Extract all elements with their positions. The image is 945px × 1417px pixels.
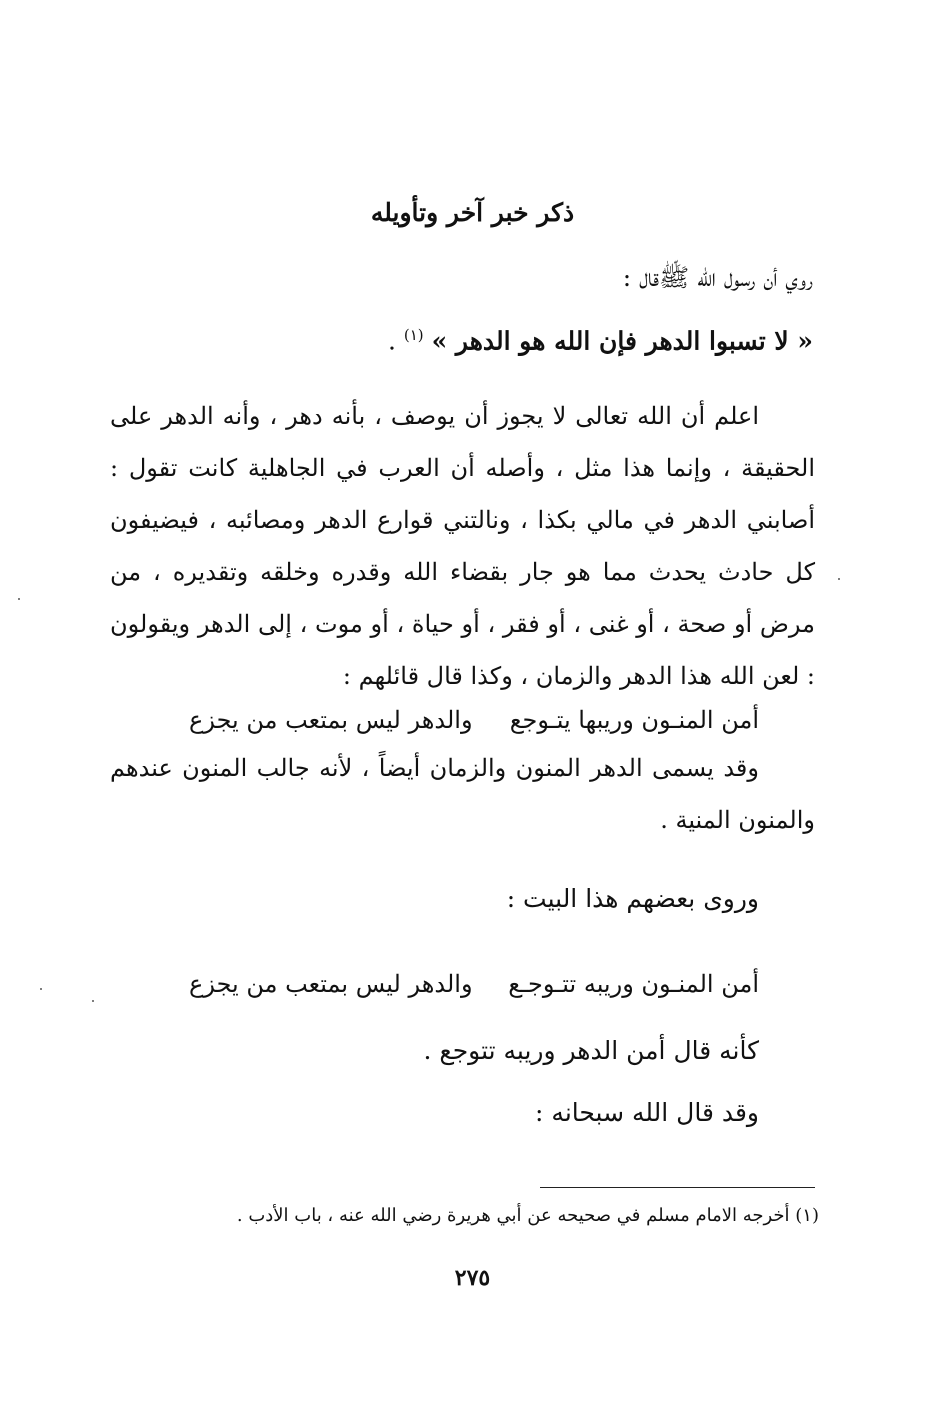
explanation-line: كأنه قال أمن الدهر وريبه تتوجع .	[423, 1036, 759, 1065]
scan-speck	[838, 578, 840, 580]
page-number: ٢٧٥	[454, 1265, 491, 1291]
verse-line-2	[189, 970, 759, 998]
verse-line-1	[189, 706, 759, 734]
hadith-quote	[388, 326, 813, 355]
section-heading: ذكر خبر آخر وتأويله	[370, 198, 575, 227]
narration-line: وروى بعضهم هذا البيت :	[506, 884, 759, 913]
quran-intro-line: وقد قال الله سبحانه :	[535, 1098, 759, 1127]
scan-speck	[92, 1000, 94, 1002]
hadith-text: « لا تسبوا الدهر فإن الله هو الدهر »	[431, 326, 813, 356]
hadith-period: .	[387, 326, 396, 356]
paragraph-naming: وقد يسمى الدهر المنون والزمان أيضاً ، لأنه جالب المنون عندهم والمنون المنية .	[110, 754, 815, 834]
scan-speck	[40, 988, 42, 990]
verse-hemistich-first: أمن المنـون وريبه تتـوجـع	[508, 970, 759, 998]
footnote-marker: (١)	[403, 326, 424, 344]
verse-hemistich-second: والدهر ليس بمتعب من يجزع	[189, 970, 473, 998]
footnote-divider	[540, 1187, 815, 1188]
intro-line: روي أن رسول الله ﷺقال :	[622, 263, 813, 292]
verse-hemistich-second: والدهر ليس بمتعب من يجزع	[189, 706, 473, 734]
paragraph-explanation: اعلم أن الله تعالى لا يجوز أن يوصف ، بأنه دهر ، وأنه الدهر على الحقيقة ، وإنما هذا مثل ، وأصله أن العرب في الجاهلية كانت تقول : أصابني الدهر في مالي بكذا ، ونالتني قوارع الدهر ومصائبه ، فيضيفون كل حادث يحدث مما هو جار بقضاء الله وقدره وخلقه وتقديره ، من مرض أو صحة ، أو غنى ، أو فقر ، أو حياة ، أو موت ، إلى الدهر ويقولون : لعن الله هذا الدهر والزمان ، وكذا قال قائلهم :	[110, 402, 815, 690]
footnote-text: (١) أخرجه الامام مسلم في صحيحه عن أبي هريرة رضي الله عنه ، باب الأدب .	[236, 1205, 819, 1226]
verse-hemistich-first: أمن المنـون وريبها يتـوجع	[509, 706, 759, 734]
scan-speck	[18, 598, 20, 600]
